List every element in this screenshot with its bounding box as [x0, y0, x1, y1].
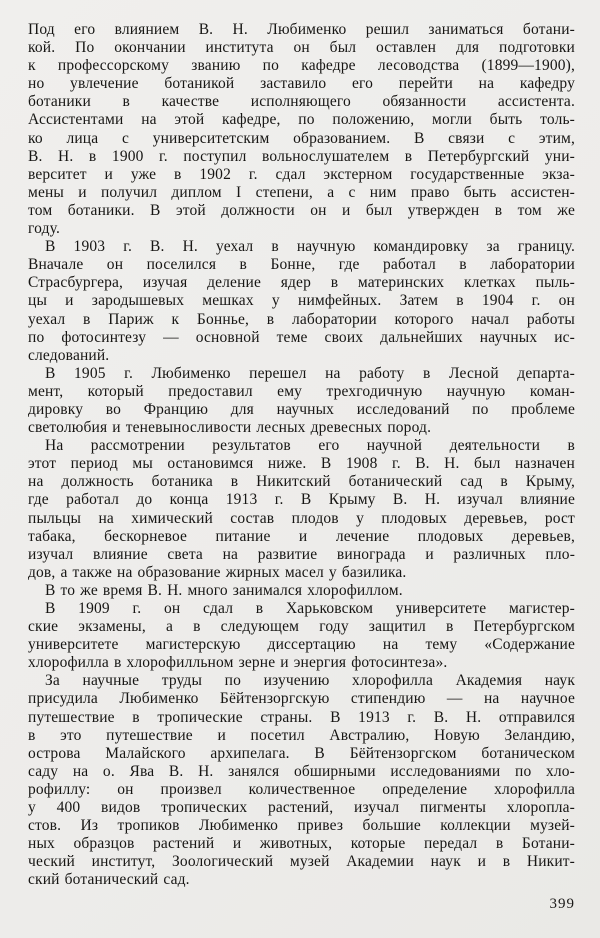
page-text: [28, 21, 575, 890]
text-line: В 1905 г. Любименко перешел на работу в Лесной департа-: [45, 364, 575, 382]
text-line: ных образцов растений и животных, которые передал в Ботани-: [28, 835, 575, 853]
text-line: изучал влияние света на развитие винограда и различных пло-: [28, 545, 575, 563]
text-line: но увлечение ботаникой заставило его перейти на кафедру: [28, 75, 575, 93]
text-line: светолюбия и теневыносливости лесных древесных пород.: [28, 419, 432, 437]
text-line: В то же время В. Н. много занимался хлорофиллом.: [45, 581, 403, 599]
text-line: ко лица с университетским образованием. В связи с этим,: [28, 129, 575, 147]
text-line: путешествие в тропические страны. В 1913 г. В. Н. отправился: [28, 708, 575, 726]
text-line: где работал до конца 1913 г. В Крыму В. Н. изучал влияние: [28, 491, 575, 509]
text-line: году.: [28, 220, 60, 238]
text-line: саду на о. Ява В. Н. занялся обширными исследованиями по хло-: [28, 762, 575, 780]
text-line: дировку во Францию для научных исследований по проблеме: [28, 400, 575, 418]
paragraph: [28, 238, 575, 365]
text-line: этот период мы остановимся ниже. В 1908 г. В. Н. был назначен: [28, 455, 575, 473]
text-line: Ассистентами на этой кафедре, по положению, могли быть толь-: [28, 111, 575, 129]
text-line: табака, бескорневое питание и лечение плодовых деревьев,: [28, 527, 575, 545]
text-line: Страсбургера, изучая деление ядер в материнских клетках пыль-: [28, 274, 575, 292]
text-line: в это путешествие и посетил Австралию, Новую Зеландию,: [28, 726, 575, 744]
paragraph: [28, 600, 575, 672]
text-line: университете магистерскую диссертацию на тему «Содержание: [28, 636, 575, 654]
text-line: За научные труды по изучению хлорофилла Академия наук: [45, 672, 575, 690]
text-line: на должность ботаника в Никитский ботанический сад в Крыму,: [28, 473, 575, 491]
text-line: присудила Любименко Бёйтензоргскую стипендию — на научное: [28, 690, 575, 708]
text-line: к профессорскому званию по кафедре лесоводства (1899—1900),: [28, 57, 575, 75]
text-line: пыльцы на химический состав плодов у плодовых деревьев, рост: [28, 509, 575, 527]
text-line: ские экзамены, а в следующем году защитил в Петербургском: [28, 618, 575, 636]
text-line: ботаники в качестве исполняющего обязанности ассистента.: [28, 93, 575, 111]
text-line: мент, который предоставил ему трехгодичную научную коман-: [28, 382, 575, 400]
text-line: В. Н. в 1900 г. поступил вольнослушателем в Петербургский уни-: [28, 147, 575, 165]
text-line: мены и получил диплом I степени, а с ним право быть ассистен-: [28, 183, 575, 201]
text-line: На рассмотрении результатов его научной деятельности в: [45, 437, 575, 455]
text-line: ческий институт, Зоологический музей Академии наук и в Никит-: [28, 853, 575, 871]
text-line: острова Малайского архипелага. В Бёйтензоргском ботаническом: [28, 744, 575, 762]
paragraph: [28, 21, 575, 238]
text-line: ский ботанический сад.: [28, 871, 190, 889]
text-line: рофиллу: он произвел количественное определение хлорофилла: [28, 780, 575, 798]
text-line: В 1909 г. он сдал в Харьковском университете магистер-: [45, 600, 575, 617]
text-line: дов, а также на образование жирных масел у базилика.: [28, 563, 407, 581]
text-line: по фотосинтезу — основной теме своих дальнейших научных ис-: [28, 328, 575, 346]
text-line: хлорофилла в хлорофилльном зерне и энергия фотосинтеза».: [28, 654, 448, 672]
paragraph: [28, 365, 575, 437]
text-line: В 1903 г. В. Н. уехал в научную командировку за границу.: [45, 238, 575, 256]
text-line: том ботаники. В этой должности он и был утвержден в том же: [28, 201, 575, 219]
paragraph: [28, 437, 575, 582]
text-line: верситет и уже в 1902 г. сдал экстерном государственные экза-: [28, 165, 575, 183]
text-line: Вначале он поселился в Бонне, где работал в лаборатории: [28, 256, 575, 274]
text-line: следований.: [28, 346, 110, 364]
text-line: кой. По окончании института он был оставлен для подготовки: [28, 39, 575, 57]
text-line: у 400 видов тропических растений, изучал пигменты хлоропла-: [28, 799, 575, 817]
paragraph: [28, 582, 575, 600]
text-line: уехал в Париж к Боннье, в лаборатории которого начал работы: [28, 310, 575, 328]
text-line: стов. Из тропиков Любименко привез большие коллекции музей-: [28, 817, 575, 835]
paragraph: [28, 672, 575, 889]
text-line: цы и зародышевых мешках у нимфейных. Затем в 1904 г. он: [28, 292, 575, 310]
page-number: 399: [549, 895, 575, 912]
text-line: Под его влиянием В. Н. Любименко решил заниматься ботани-: [28, 21, 575, 38]
